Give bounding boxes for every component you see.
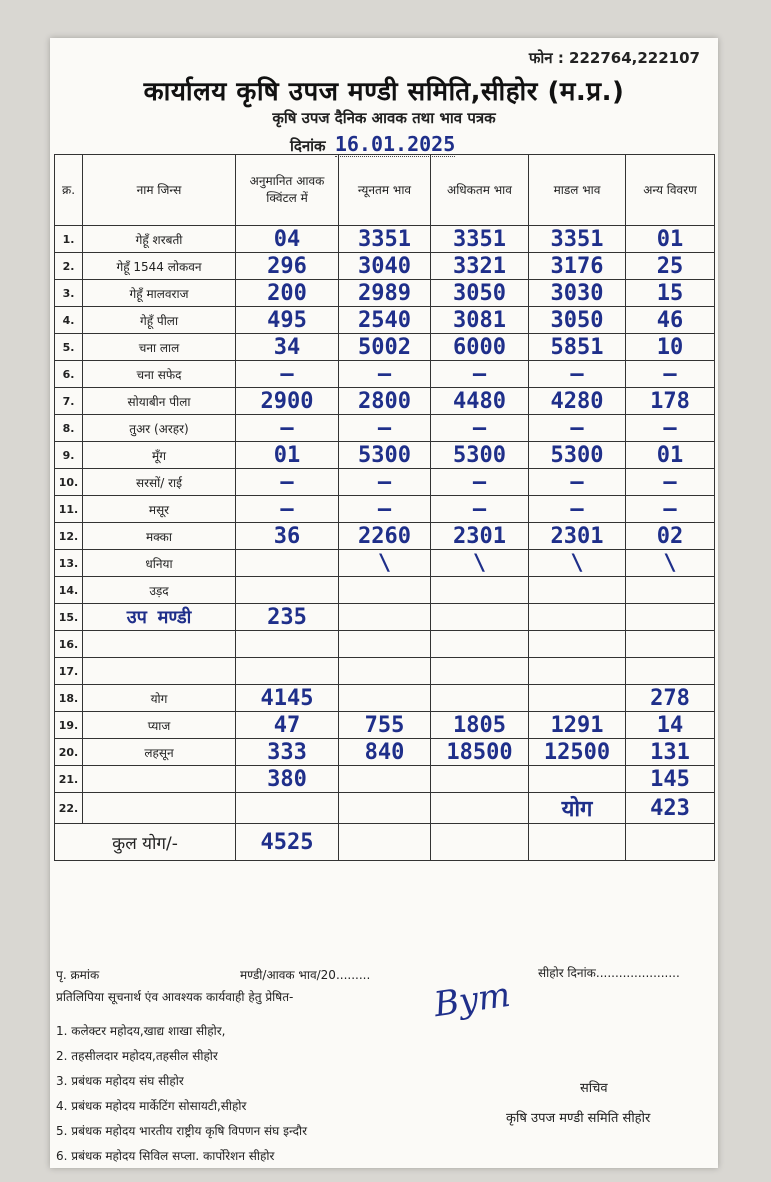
cell-arrival: — xyxy=(236,469,339,496)
cell-other: — xyxy=(626,361,715,388)
cell-model-price: 3050 xyxy=(529,307,626,334)
commodity-name: धनिया xyxy=(83,550,236,577)
commodity-name: सरसों/ राई xyxy=(83,469,236,496)
list-item: 2. तहसीलदार महोदय,तहसील सीहोर xyxy=(56,1049,218,1063)
cell-max-price: — xyxy=(431,469,529,496)
cell-max-price: 3351 xyxy=(431,226,529,253)
commodity-name: गेहूँ मालवराज xyxy=(83,280,236,307)
cell-max-price: 18500 xyxy=(431,739,529,766)
cell-model-price: 3176 xyxy=(529,253,626,280)
row-number: 21. xyxy=(55,766,83,793)
table-row xyxy=(55,388,715,415)
commodity-name: मसूर xyxy=(83,496,236,523)
cell-arrival xyxy=(236,793,339,824)
list-item: 6. प्रबंधक महोदय सिविल सप्ला. कार्पोरेशन सीहोर xyxy=(56,1149,275,1163)
committee-label: कृषि उपज मण्डी समिति सीहोर xyxy=(506,1111,651,1126)
cell-other: 01 xyxy=(626,442,715,469)
row-number: 19. xyxy=(55,712,83,739)
cell-other: 46 xyxy=(626,307,715,334)
commodity-name: उड़द xyxy=(83,577,236,604)
list-item: 4. प्रबंधक महोदय मार्केटिंग सोसायटी,सीहोर xyxy=(56,1099,247,1113)
table-row xyxy=(55,442,715,469)
cell-min-price: 2260 xyxy=(339,523,431,550)
cell-max-price xyxy=(431,577,529,604)
cell-min-price: 3351 xyxy=(339,226,431,253)
cell-min-price: — xyxy=(339,415,431,442)
cell-min-price xyxy=(339,577,431,604)
cell-max-price: — xyxy=(431,496,529,523)
row-number: 4. xyxy=(55,307,83,334)
cell-arrival: — xyxy=(236,361,339,388)
cell-model-price: 4280 xyxy=(529,388,626,415)
ref-label: पृ. क्रमांक xyxy=(56,968,100,982)
commodity-name: सोयाबीन पीला xyxy=(83,388,236,415)
row-number: 2. xyxy=(55,253,83,280)
cell-other: 131 xyxy=(626,739,715,766)
cell-min-price: \ xyxy=(339,550,431,577)
table-row xyxy=(55,658,715,685)
cell-min-price xyxy=(339,631,431,658)
cell-other: 278 xyxy=(626,685,715,712)
table-row xyxy=(55,253,715,280)
cell-max-price: 4480 xyxy=(431,388,529,415)
cell-min-price: 2540 xyxy=(339,307,431,334)
cell-model-price: — xyxy=(529,496,626,523)
cell-max-price: 6000 xyxy=(431,334,529,361)
commodity-name: तुअर (अरहर) xyxy=(83,415,236,442)
cell-other: 01 xyxy=(626,226,715,253)
row-number: 13. xyxy=(55,550,83,577)
commodity-name: गेहूँ 1544 लोकवन xyxy=(83,253,236,280)
row-number: 3. xyxy=(55,280,83,307)
cell-model-price: \ xyxy=(529,550,626,577)
cell-min-price: 5300 xyxy=(339,442,431,469)
cell-other: 02 xyxy=(626,523,715,550)
col-header-max-price: अधिकतम भाव xyxy=(431,155,529,226)
cell-arrival xyxy=(236,631,339,658)
row-number: 15. xyxy=(55,604,83,631)
cell-model-price: योग xyxy=(529,793,626,824)
cell-arrival: 01 xyxy=(236,442,339,469)
cell-other xyxy=(626,631,715,658)
row-number: 16. xyxy=(55,631,83,658)
cell-model-price: 12500 xyxy=(529,739,626,766)
commodity-name: गेहूँ पीला xyxy=(83,307,236,334)
table-row xyxy=(55,739,715,766)
commodity-name: मक्का xyxy=(83,523,236,550)
cell-arrival xyxy=(236,658,339,685)
row-number: 11. xyxy=(55,496,83,523)
cell-min-price: 2989 xyxy=(339,280,431,307)
commodity-name: प्याज xyxy=(83,712,236,739)
cell-other: 178 xyxy=(626,388,715,415)
cell-model-price: 2301 xyxy=(529,523,626,550)
cell-arrival: — xyxy=(236,415,339,442)
table-row xyxy=(55,334,715,361)
commodity-name: उप मण्डी xyxy=(83,604,236,631)
office-title: कार्यालय कृषि उपज मण्डी समिति,सीहोर (म.प्र.) xyxy=(143,77,625,107)
cell-arrival: 04 xyxy=(236,226,339,253)
commodity-name xyxy=(83,631,236,658)
cell-arrival: 4145 xyxy=(236,685,339,712)
cell-model-price: 3351 xyxy=(529,226,626,253)
col-header-commodity: नाम जिन्स xyxy=(83,155,236,226)
table-row xyxy=(55,226,715,253)
col-header-min-price: न्यूनतम भाव xyxy=(339,155,431,226)
cell-max-price: 1805 xyxy=(431,712,529,739)
cell-max-price: — xyxy=(431,361,529,388)
cell-max-price: 3081 xyxy=(431,307,529,334)
cell-model-price xyxy=(529,766,626,793)
cell-min-price xyxy=(339,685,431,712)
row-number: 17. xyxy=(55,658,83,685)
row-number: 22. xyxy=(55,793,83,824)
cell-arrival: 200 xyxy=(236,280,339,307)
cell-min-price xyxy=(339,766,431,793)
commodity-name: गेहूँ शरबती xyxy=(83,226,236,253)
cell-max-price: 5300 xyxy=(431,442,529,469)
cell-max-price xyxy=(431,658,529,685)
cell-max-price: 2301 xyxy=(431,523,529,550)
table-row xyxy=(55,793,715,824)
cell-max-price: — xyxy=(431,415,529,442)
cell-model-price xyxy=(529,577,626,604)
cell-max-price: 3321 xyxy=(431,253,529,280)
table-row xyxy=(55,415,715,442)
cell-max-price xyxy=(431,685,529,712)
row-number: 20. xyxy=(55,739,83,766)
row-number: 6. xyxy=(55,361,83,388)
commodity-name: योग xyxy=(83,685,236,712)
cell-other: — xyxy=(626,469,715,496)
cell-max-price xyxy=(431,766,529,793)
col-header-model-price: माडल भाव xyxy=(529,155,626,226)
cell-model-price: — xyxy=(529,361,626,388)
table-row xyxy=(55,496,715,523)
commodity-name: लहसून xyxy=(83,739,236,766)
cell-max-price: \ xyxy=(431,550,529,577)
cell-min-price: 5002 xyxy=(339,334,431,361)
cell-other: — xyxy=(626,496,715,523)
forwarded-note: प्रतिलिपिया सूचनार्थ एंव आवश्यक कार्यवाही हेतु प्रेषित- xyxy=(56,990,294,1004)
signature: Bym xyxy=(431,974,513,1026)
list-item: 3. प्रबंधक महोदय संघ सीहोर xyxy=(56,1074,184,1088)
cell-model-price xyxy=(529,685,626,712)
cell-model-price xyxy=(529,604,626,631)
list-item: 5. प्रबंधक महोदय भारतीय राष्ट्रीय कृषि विपणन संघ इन्दौर xyxy=(56,1124,308,1138)
cell-min-price: 840 xyxy=(339,739,431,766)
mandi-label: मण्डी/आवक भाव/20......... xyxy=(240,968,371,982)
cell-other: 15 xyxy=(626,280,715,307)
table-row xyxy=(55,361,715,388)
row-number: 7. xyxy=(55,388,83,415)
cell-arrival: 47 xyxy=(236,712,339,739)
cell-arrival xyxy=(236,550,339,577)
cell-model-price: 5300 xyxy=(529,442,626,469)
table-row xyxy=(55,469,715,496)
cell-other: — xyxy=(626,415,715,442)
cell-model-price: 5851 xyxy=(529,334,626,361)
row-number: 18. xyxy=(55,685,83,712)
cell-model-price: — xyxy=(529,469,626,496)
total-label: कुल योग/- xyxy=(55,824,236,861)
cell-max-price: 3050 xyxy=(431,280,529,307)
table-row xyxy=(55,712,715,739)
cell-model-price: 3030 xyxy=(529,280,626,307)
cell-model-price: — xyxy=(529,415,626,442)
cell-min-price: — xyxy=(339,496,431,523)
row-number: 1. xyxy=(55,226,83,253)
cell-other xyxy=(626,577,715,604)
col-header-serial: क्र. xyxy=(55,155,83,226)
table-header-row xyxy=(55,155,715,226)
cell-arrival: 2900 xyxy=(236,388,339,415)
cell-other xyxy=(626,658,715,685)
cell-arrival: 235 xyxy=(236,604,339,631)
cell-max-price xyxy=(431,604,529,631)
cell-other: 10 xyxy=(626,334,715,361)
document-sheet xyxy=(50,38,718,1168)
cell-min-price xyxy=(339,793,431,824)
cell-min-price: — xyxy=(339,361,431,388)
cell-other: 145 xyxy=(626,766,715,793)
cell-min-price xyxy=(339,658,431,685)
row-number: 9. xyxy=(55,442,83,469)
sheet-subtitle: कृषि उपज दैनिक आवक तथा भाव पत्रक xyxy=(272,109,496,127)
cell-other: \ xyxy=(626,550,715,577)
cell-min-price: 2800 xyxy=(339,388,431,415)
row-number: 10. xyxy=(55,469,83,496)
phone-number: फोन : 222764,222107 xyxy=(528,49,700,67)
table-row xyxy=(55,766,715,793)
cell-min-price: — xyxy=(339,469,431,496)
recipient-list xyxy=(56,1022,307,1172)
cell-min-price xyxy=(339,604,431,631)
table-row xyxy=(55,550,715,577)
row-number: 8. xyxy=(55,415,83,442)
row-number: 12. xyxy=(55,523,83,550)
date-line xyxy=(290,132,455,156)
row-number: 14. xyxy=(55,577,83,604)
cell-arrival: 380 xyxy=(236,766,339,793)
cell-other: 14 xyxy=(626,712,715,739)
cell-model-price xyxy=(529,631,626,658)
sehore-date: सीहोर दिनांक...................... xyxy=(538,966,680,980)
col-header-other: अन्य विवरण xyxy=(626,155,715,226)
date-value: 16.01.2025 xyxy=(334,132,456,156)
commodity-name xyxy=(83,766,236,793)
commodity-name: चना लाल xyxy=(83,334,236,361)
col-header-arrival: अनुमानित आवक क्विंटल में xyxy=(236,155,339,226)
cell-model-price: 1291 xyxy=(529,712,626,739)
cell-arrival: 34 xyxy=(236,334,339,361)
list-item: 1. कलेक्टर महोदय,खाद्य शाखा सीहोर, xyxy=(56,1024,226,1038)
table-row xyxy=(55,685,715,712)
cell-arrival: 36 xyxy=(236,523,339,550)
table-row xyxy=(55,577,715,604)
table-row xyxy=(55,523,715,550)
total-value: 4525 xyxy=(236,824,339,861)
date-label: दिनांक xyxy=(290,137,326,155)
cell-arrival xyxy=(236,577,339,604)
commodity-name: चना सफेद xyxy=(83,361,236,388)
cell-max-price xyxy=(431,793,529,824)
table-row xyxy=(55,631,715,658)
row-number: 5. xyxy=(55,334,83,361)
cell-model-price xyxy=(529,658,626,685)
table-row xyxy=(55,307,715,334)
table-row xyxy=(55,280,715,307)
cell-max-price xyxy=(431,631,529,658)
arrival-price-table xyxy=(54,154,715,861)
secretary-label: सचिव xyxy=(580,1081,608,1096)
commodity-name xyxy=(83,658,236,685)
cell-arrival: 333 xyxy=(236,739,339,766)
cell-other: 423 xyxy=(626,793,715,824)
cell-min-price: 755 xyxy=(339,712,431,739)
table-row xyxy=(55,604,715,631)
commodity-name xyxy=(83,793,236,824)
cell-other xyxy=(626,604,715,631)
total-row xyxy=(55,824,715,861)
cell-arrival: 296 xyxy=(236,253,339,280)
cell-other: 25 xyxy=(626,253,715,280)
cell-arrival: — xyxy=(236,496,339,523)
cell-arrival: 495 xyxy=(236,307,339,334)
commodity-name: मूँग xyxy=(83,442,236,469)
cell-min-price: 3040 xyxy=(339,253,431,280)
